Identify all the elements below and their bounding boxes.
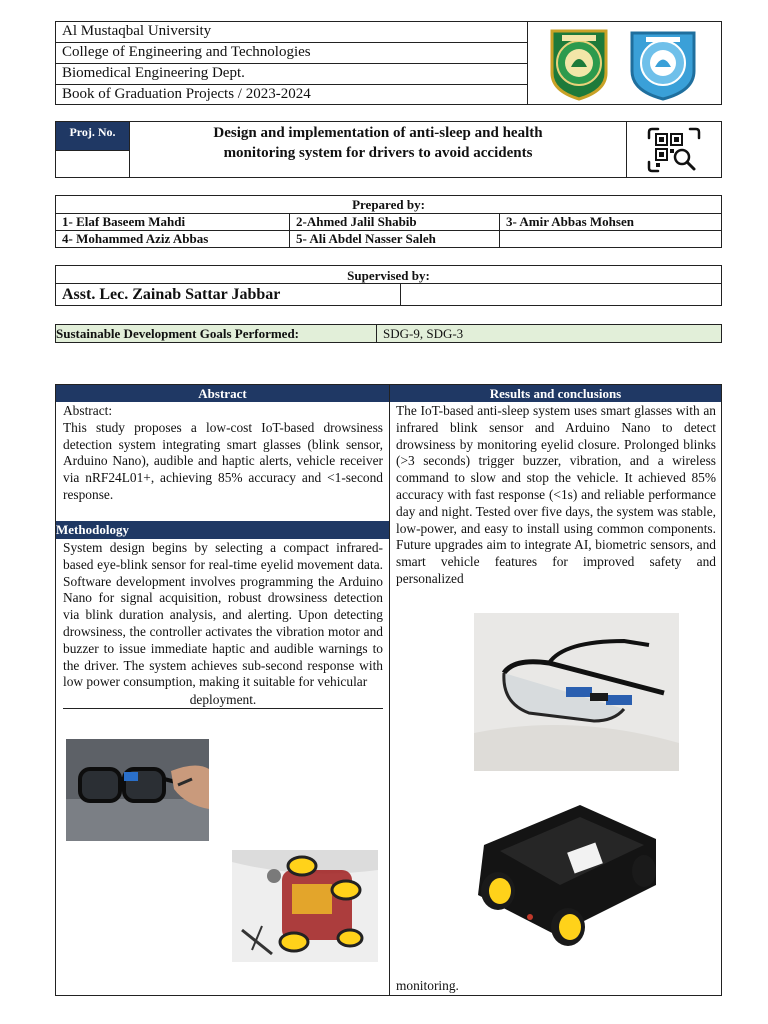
project-number-label: Proj. No.: [56, 122, 129, 150]
robot-chassis-photo: [460, 795, 664, 955]
methodology-heading: Methodology: [56, 521, 389, 539]
member-4: 4- Mohammed Aziz Abbas: [56, 231, 290, 247]
results-text: The IoT-based anti-sleep system uses smart glasses with an infrared blink sensor and Arduino Nano to detect drowsiness by monitoring eyelid closure. Prolonged blinks (>3 seconds) trigger buzzer, vibration, and a wireless command to slow and stop the vehicle. It achieved 85% accuracy with fast response (<1s) and reliable performance day and night. Tested over five days, the system was stable, low-power, and easy to install using common components. Future upgrades aim to integrate AI, biometric sensors, and smart vehicle features for improved safety and personalized: [396, 403, 716, 586]
prepared-by-table: [55, 195, 722, 248]
sdg-table: [55, 324, 722, 343]
member-1: 1- Elaf Baseem Mahdi: [56, 214, 290, 231]
university-name: Al Mustaqbal University: [56, 22, 527, 43]
department-name: Biomedical Engineering Dept.: [56, 64, 527, 85]
sdg-label: Sustainable Development Goals Performed:: [56, 325, 377, 342]
project-table: [55, 121, 722, 178]
project-title-line-2: monitoring system for drivers to avoid accidents: [223, 145, 533, 161]
glasses-prototype-photo: [66, 739, 209, 841]
results-heading: Results and conclusions: [390, 385, 721, 402]
abstract-text: This study proposes a low-cost IoT-based drowsiness detection system integrating smart glasses (blink sensor, Arduino Nano), audible and haptic alerts, vehicle receiver via nRF24L01+, achieving 85% accuracy and <1-second response.: [63, 419, 383, 502]
member-3: 3- Amir Abbas Mohsen: [500, 214, 721, 231]
college-name: College of Engineering and Technologies: [56, 43, 527, 64]
abstract-body: [63, 403, 383, 504]
book-title: Book of Graduation Projects / 2023-2024: [62, 86, 311, 102]
qr-scan-icon[interactable]: [644, 125, 704, 175]
project-title: [130, 122, 626, 177]
project-number-value: [56, 150, 129, 177]
smart-glasses-photo: [474, 613, 679, 771]
methodology-body: [63, 540, 383, 709]
results-last-line: monitoring.: [396, 978, 459, 993]
robot-car-prototype-photo: [232, 850, 378, 962]
sdg-value: SDG-9, SDG-3: [383, 326, 464, 341]
project-title-line-1: Design and implementation of anti-sleep and health: [213, 125, 543, 141]
member-5: 5- Ali Abdel Nasser Saleh: [290, 231, 500, 247]
methodology-last-line: deployment.: [63, 691, 383, 709]
supervised-by-table: [55, 265, 722, 306]
results-body: [396, 403, 716, 606]
supervisor-name: Asst. Lec. Zainab Sattar Jabbar: [56, 284, 401, 305]
header-table: [55, 21, 722, 105]
supervised-by-label: Supervised by:: [56, 266, 721, 284]
member-2: 2-Ahmed Jalil Shabib: [290, 214, 500, 231]
university-logo-green: [542, 25, 616, 101]
abstract-heading: Abstract: [56, 385, 389, 402]
content-table: [55, 384, 722, 996]
abstract-intro: Abstract:: [63, 403, 113, 418]
prepared-by-label: Prepared by:: [56, 196, 721, 214]
methodology-text: System design begins by selecting a compact infrared-based eye-blink sensor for real-time eyelid movement data. Software development involves programming the Arduino Nano for signal acquisition, robust drowsiness detection via blink duration analysis, and alerting. Upon detecting drowsiness, the controller activates the vibration motor and buzzer to issue immediate haptic and audible warnings to the driver. The system achieves sub-second response with low power consumption, making it suitable for vehicular: [63, 540, 383, 690]
university-logo-blue: [624, 25, 702, 101]
